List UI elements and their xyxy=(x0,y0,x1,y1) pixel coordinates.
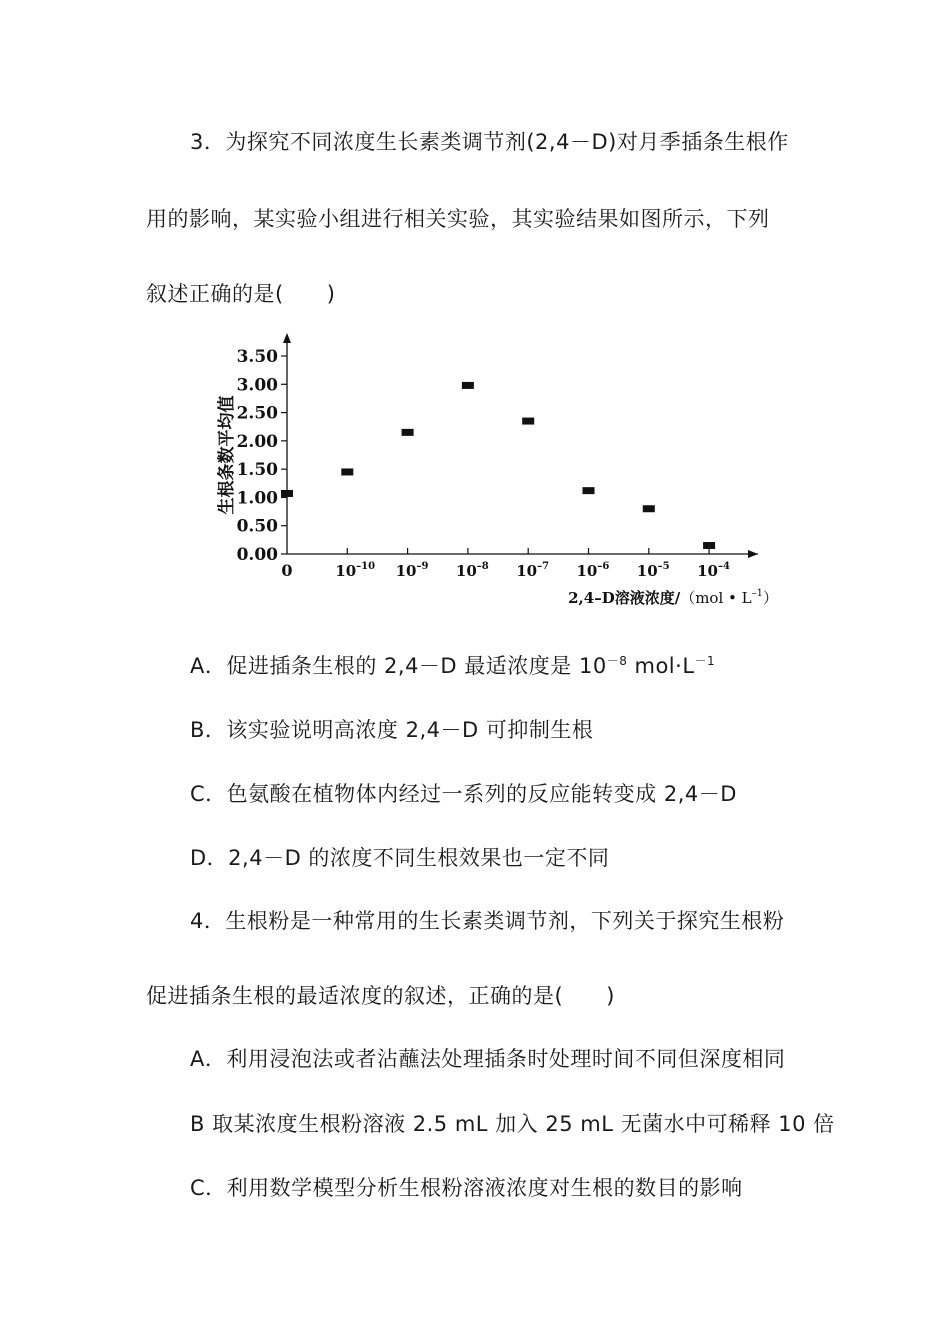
y-axis-label: 生根条数平均值 xyxy=(217,395,237,515)
data-point xyxy=(281,490,293,497)
q4-option-c: C．利用数学模型分析生根粉溶液浓度对生根的数目的影响 xyxy=(190,1176,743,1200)
data-point xyxy=(462,382,474,389)
data-point xyxy=(703,542,715,549)
q3-option-c: C．色氨酸在植物体内经过一系列的反应能转变成 2,4－D xyxy=(190,782,737,806)
y-tick-label: 2.50 xyxy=(236,403,278,424)
x-axis-label-unit-exp: –1 xyxy=(751,588,763,599)
y-tick-label: 0.50 xyxy=(236,516,278,537)
y-tick-label: 1.00 xyxy=(236,488,278,509)
x-tick-label: $10^{-6}$ xyxy=(576,561,610,580)
question-4-line-1: 4．生根粉是一种常用的生长素类调节剂，下列关于探究生根粉 xyxy=(190,909,785,933)
x-tick-label: $10^{-4}$ xyxy=(697,561,730,580)
y-tick-label: 1.50 xyxy=(236,460,278,481)
x-tick-label: $10^{-10}$ xyxy=(335,561,376,580)
x-axis-arrow xyxy=(748,550,758,558)
x-tick-label: $10^{-8}$ xyxy=(455,561,489,580)
data-point xyxy=(522,418,534,425)
data-point xyxy=(341,468,353,475)
y-axis-arrow xyxy=(283,333,291,343)
q3-option-a xyxy=(190,650,715,680)
q3-option-a-unit: mol·L xyxy=(627,654,695,678)
data-point xyxy=(583,487,595,494)
question-3-line-1: 3．为探究不同浓度生长素类调节剂(2,4－D)对月季插条生根作 xyxy=(190,130,789,154)
x-tick-label: $10^{-5}$ xyxy=(636,561,670,580)
x-axis-label-main: 2,4–D溶液浓度/ xyxy=(568,589,681,607)
x-tick-label: $10^{-7}$ xyxy=(516,561,550,580)
rooting-chart xyxy=(210,325,790,615)
y-tick-label: 2.00 xyxy=(236,431,278,452)
x-axis-label-unit-close: ） xyxy=(762,589,778,607)
question-3-line-2: 用的影响，某实验小组进行相关实验，其实验结果如图所示，下列 xyxy=(146,207,770,231)
data-point xyxy=(402,429,414,436)
y-tick-label: 3.00 xyxy=(236,375,278,396)
x-axis-label-unit: （mol • L xyxy=(680,589,752,607)
q4-option-a: A．利用浸泡法或者沾蘸法处理插条时处理时间不同但深度相同 xyxy=(190,1047,786,1071)
x-tick-label: $10^{-9}$ xyxy=(395,561,429,580)
y-tick-label: 3.50 xyxy=(236,347,278,367)
y-tick-label: 0.00 xyxy=(236,545,278,565)
q3-option-a-exp: －8 xyxy=(606,654,628,668)
data-points xyxy=(281,382,715,549)
q4-option-b: B 取某浓度生根粉溶液 2.5 mL 加入 25 mL 无菌水中可稀释 10 倍 xyxy=(190,1112,835,1136)
y-axis-ticks xyxy=(237,347,287,565)
q3-option-d: D．2,4－D 的浓度不同生根效果也一定不同 xyxy=(190,846,610,870)
x-tick-label: 0 xyxy=(281,561,293,580)
chart-axes xyxy=(283,333,758,558)
data-point xyxy=(643,505,655,512)
question-3-line-3: 叙述正确的是( ) xyxy=(146,282,336,306)
x-axis-ticks xyxy=(281,548,730,580)
q3-option-a-text: A．促进插条生根的 2,4－D 最适浓度是 10 xyxy=(190,654,607,678)
question-4-line-2: 促进插条生根的最适浓度的叙述，正确的是( ) xyxy=(146,984,615,1008)
x-axis-label xyxy=(568,588,778,607)
q3-option-a-exp2: －1 xyxy=(694,654,716,668)
q3-option-b: B．该实验说明高浓度 2,4－D 可抑制生根 xyxy=(190,718,594,742)
